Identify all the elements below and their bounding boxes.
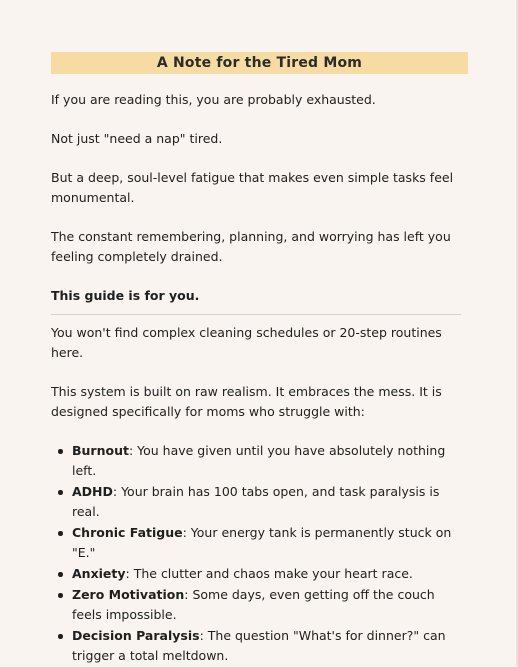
list-item bbox=[72, 523, 461, 563]
list-item bbox=[72, 441, 461, 481]
struggle-list bbox=[51, 441, 461, 666]
paragraph: You won't find complex cleaning schedules or 20-step routines here. bbox=[51, 325, 442, 360]
paragraph: This system is built on raw realism. It embraces the mess. It is designed specifically for moms who struggle with: bbox=[51, 384, 442, 419]
document-body bbox=[51, 90, 461, 667]
paragraph: The constant remembering, planning, and worrying has left you feeling completely drained. bbox=[51, 229, 451, 264]
paragraph: If you are reading this, you are probably exhausted. bbox=[51, 92, 376, 107]
list-text: : The clutter and chaos make your heart race. bbox=[125, 566, 413, 581]
list-term: Burnout bbox=[72, 443, 129, 458]
list-term: Decision Paralysis bbox=[72, 628, 200, 643]
list-term: ADHD bbox=[72, 484, 113, 499]
list-item bbox=[72, 626, 461, 666]
list-text: : Some days, even getting off the couch feels impossible. bbox=[72, 587, 435, 622]
list-item bbox=[72, 482, 461, 522]
document-title: A Note for the Tired Mom bbox=[51, 52, 468, 74]
list-term: Anxiety bbox=[72, 566, 126, 581]
guide-intro: This guide is for you. bbox=[51, 288, 200, 303]
list-term: Zero Motivation bbox=[72, 587, 185, 602]
paragraph: But a deep, soul-level fatigue that makes even simple tasks feel monumental. bbox=[51, 170, 454, 205]
list-term: Chronic Fatigue bbox=[72, 525, 183, 540]
list-text: : Your energy tank is permanently stuck on "E." bbox=[72, 525, 452, 560]
list-item bbox=[72, 585, 461, 625]
list-text: : You have given until you have absolutely nothing left. bbox=[72, 443, 446, 478]
divider bbox=[51, 314, 461, 315]
list-text: : The question "What's for dinner?" can trigger a total meltdown. bbox=[72, 628, 446, 663]
list-item bbox=[72, 564, 461, 584]
paragraph: Not just "need a nap" tired. bbox=[51, 131, 223, 146]
list-text: : Your brain has 100 tabs open, and task paralysis is real. bbox=[72, 484, 440, 519]
